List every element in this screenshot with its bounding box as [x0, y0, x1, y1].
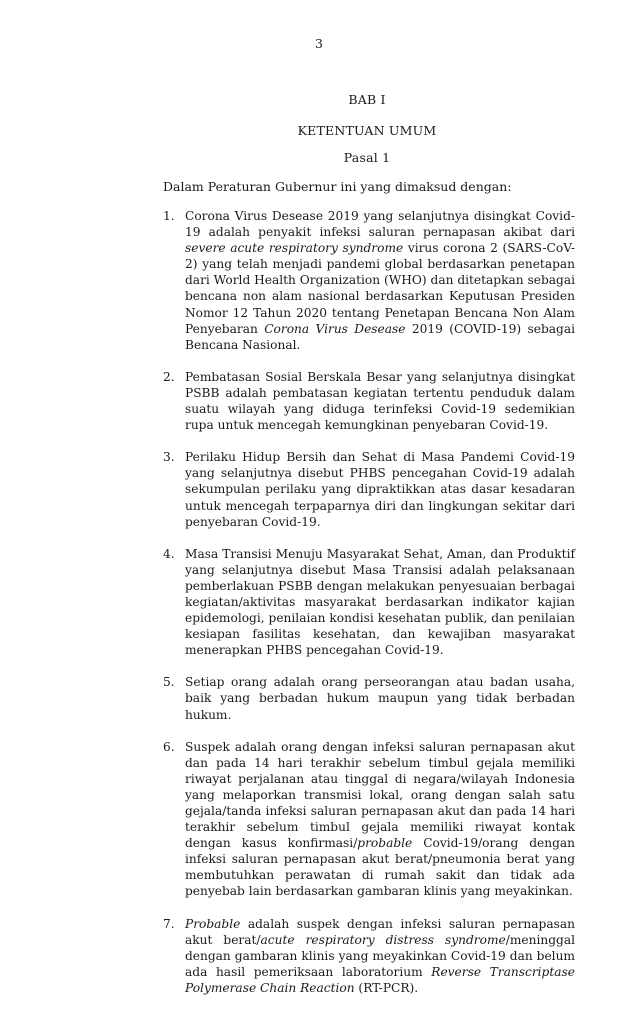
definition-number: 7.	[163, 916, 175, 931]
definition-number: 3.	[163, 450, 175, 465]
definition-item	[163, 369, 575, 433]
definition-item	[163, 916, 575, 996]
text-run: Perilaku Hidup Bersih dan Sehat di Masa Pandemi Covid-19 yang selanjutnya disebut PHBS pencegahan Covid-19 adalah sekumpulan perilaku yang dipraktikkan atas dasar kesadaran untuk mencegah terpaparnya diri dan lingkungan sekitar dari penyebaran Covid-19.	[185, 450, 575, 529]
definition-text	[185, 547, 575, 658]
article-heading: Pasal 1	[343, 150, 391, 165]
text-run: Covid-19/orang dengan infeksi saluran pernapasan akut berat/pneumonia berat yang membutuhkan perawatan di rumah sakit dan tidak ada penyebab lain berdasarkan gambaran klinis yang meyakinkan.	[185, 836, 575, 899]
definition-text	[185, 740, 575, 899]
page-number: 3	[315, 36, 323, 51]
chapter-title: KETENTUAN UMUM	[297, 123, 437, 138]
italic-term: probable	[357, 836, 413, 851]
definition-number: 1.	[163, 209, 175, 223]
intro-text: Dalam Peraturan Gubernur ini yang dimaksud dengan:	[163, 179, 512, 194]
chapter-heading: BAB I	[348, 92, 386, 107]
text-run: Masa Transisi Menuju Masyarakat Sehat, Aman, dan Produktif yang selanjutnya disebut Masa Transisi adalah pelaksanaan pemberlakuan PSBB dengan melakukan penyesuaian berbagai kegiatan/aktivitas masyarakat berdasarkan indikator kajian epidemologi, penilaian kondisi kesehatan publik, dan penilaian kesiapan fasilitas kesehatan, dan kewajiban masyarakat menerapkan PHBS pencegahan Covid-19.	[185, 546, 575, 658]
definition-text	[185, 917, 575, 995]
italic-term: acute respiratory distress syndrome	[260, 932, 506, 947]
text-run: Suspek adalah orang dengan infeksi saluran pernapasan akut dan pada 14 hari terakhir sebelum timbul gejala memiliki riwayat perjalanan atau tinggal di negara/wilayah Indonesia yang melaporkan transmisi lokal, orang dengan salah satu gejala/tanda infeksi saluran pernapasan akut dan pada 14 hari terakhir sebelum timbul gejala memiliki riwayat kontak dengan kasus konfirmasi/	[185, 739, 575, 851]
definition-number: 4.	[163, 546, 175, 561]
definition-number: 6.	[163, 739, 175, 754]
text-run: adalah suspek dengan infeksi saluran pernapasan akut berat/	[185, 916, 575, 947]
text-run: Pembatasan Sosial Berskala Besar yang selanjutnya disingkat PSBB adalah pembatasan kegiatan tertentu penduduk dalam suatu wilayah yang diduga terinfeksi Covid-19 sedemikian rupa untuk mencegah kemungkinan penyebaran Covid-19.	[185, 369, 575, 433]
italic-term: Reverse Transcriptase Polymerase Chain Reaction	[185, 964, 575, 995]
text-run: Setiap orang adalah orang perseorangan atau badan usaha, baik yang berbadan hukum maupun yang tidak berbadan hukum.	[185, 675, 575, 722]
text-run: 2019 (COVID-19) sebagai Bencana Nasional.	[185, 321, 575, 352]
text-run: virus corona 2 (SARS-CoV-2) yang telah menjadi pandemi global berdasarkan penetapan dari World Health Organization (WHO) dan ditetapkan sebagai bencana non alam nasional berdasarkan Keputusan Presiden Nomor 12 Tahun 2020 tentang Penetapan Bencana Non Alam Penyebaran	[185, 241, 575, 336]
italic-term: Corona Virus Desease	[264, 321, 406, 336]
definition-item	[163, 546, 575, 659]
text-run: /meninggal dengan gambaran klinis yang meyakinkan Covid-19 dan belum ada hasil pemeriksaan laboratorium	[185, 932, 575, 979]
definition-text	[185, 675, 575, 721]
text-run: Corona Virus Desease 2019 yang selanjutnya disingkat Covid-19 adalah penyakit infeksi saluran pernapasan akibat dari	[185, 209, 575, 240]
italic-term: severe acute respiratory syndrome	[185, 241, 404, 256]
definition-list	[163, 208, 575, 1012]
definition-text	[185, 450, 575, 528]
definition-number: 2.	[163, 369, 175, 384]
definition-text	[185, 209, 575, 352]
definition-item	[163, 739, 575, 900]
italic-term: Probable	[185, 916, 241, 931]
definition-text	[185, 370, 575, 432]
definition-item	[163, 674, 575, 722]
text-run: (RT-PCR).	[354, 980, 419, 995]
definition-item	[163, 449, 575, 529]
definition-item	[163, 208, 575, 353]
definition-number: 5.	[163, 675, 175, 690]
